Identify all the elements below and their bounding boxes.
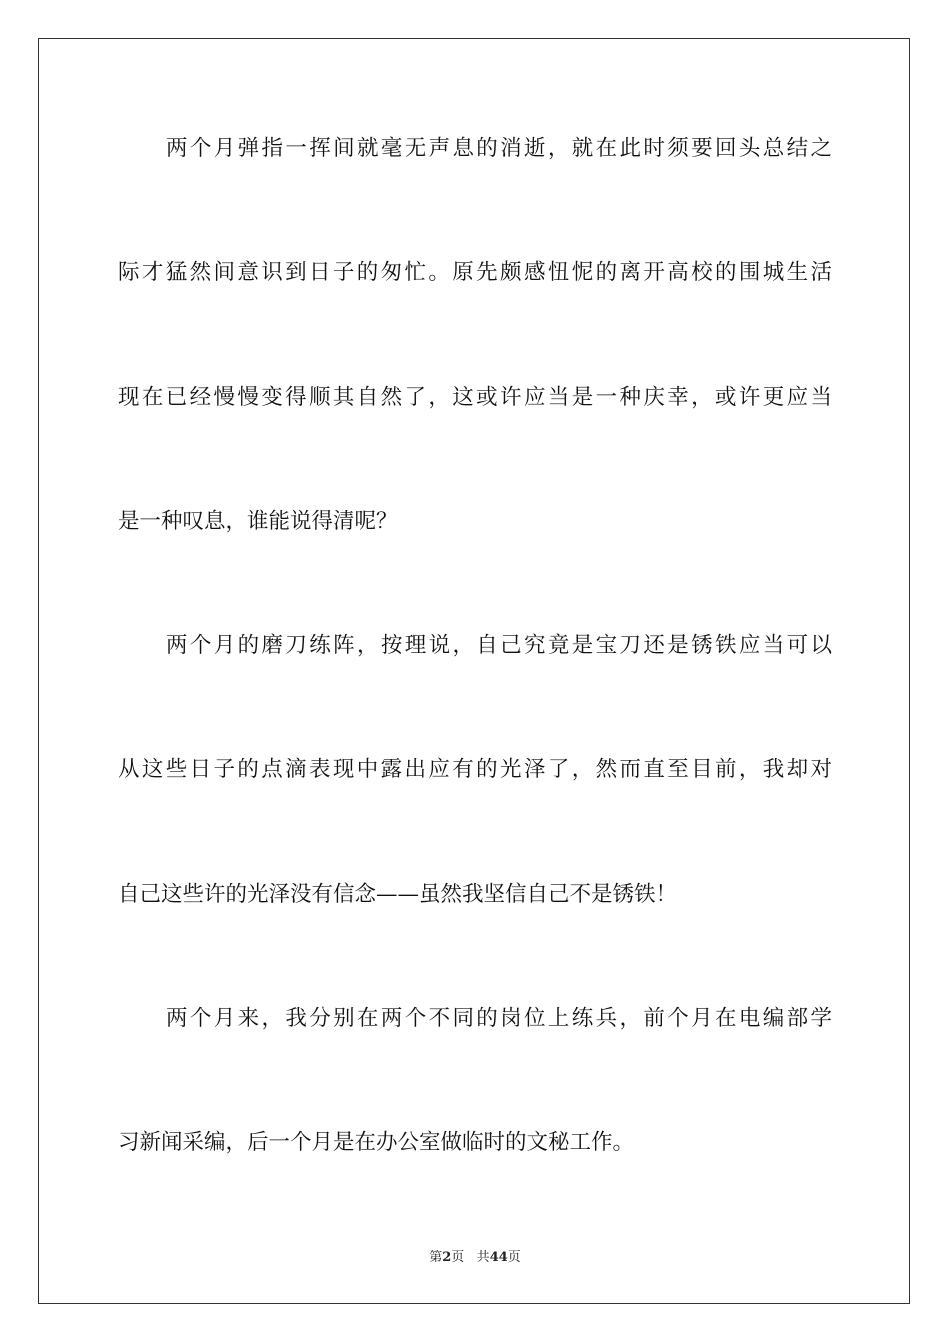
paragraph-1-line-4: 是一种叹息，谁能说得清呢？ — [118, 509, 398, 534]
total-prefix: 共 — [476, 1250, 490, 1265]
page-footer — [0, 1246, 950, 1265]
total-pages: 44 — [489, 1250, 508, 1265]
paragraph-2-line-1: 两个月的磨刀练阵，按理说，自己究竟是宝刀还是锈铁应当可以 — [166, 633, 832, 658]
paragraph-2-line-3: 自己这些许的光泽没有信念——虽然我坚信自己不是锈铁！ — [118, 882, 678, 907]
page-border — [38, 38, 910, 1304]
page-prefix: 第 — [429, 1250, 443, 1265]
paragraph-1-line-2: 际才猛然间意识到日子的匆忙。原先颇感忸怩的离开高校的围城生活 — [118, 260, 832, 285]
page-suffix: 页 — [451, 1250, 465, 1265]
page-number: 2 — [442, 1250, 452, 1265]
paragraph-3-line-2: 习新闻采编，后一个月是在办公室做临时的文秘工作。 — [118, 1130, 635, 1155]
paragraph-2-line-2: 从这些日子的点滴表现中露出应有的光泽了，然而直至目前，我却对 — [118, 757, 832, 782]
total-suffix: 页 — [507, 1250, 521, 1265]
paragraph-1-line-1: 两个月弹指一挥间就毫无声息的消逝，就在此时须要回头总结之 — [166, 136, 832, 161]
paragraph-1-line-3: 现在已经慢慢变得顺其自然了，这或许应当是一种庆幸，或许更应当 — [118, 385, 832, 410]
paragraph-3-line-1: 两个月来，我分别在两个不同的岗位上练兵，前个月在电编部学 — [166, 1006, 832, 1031]
